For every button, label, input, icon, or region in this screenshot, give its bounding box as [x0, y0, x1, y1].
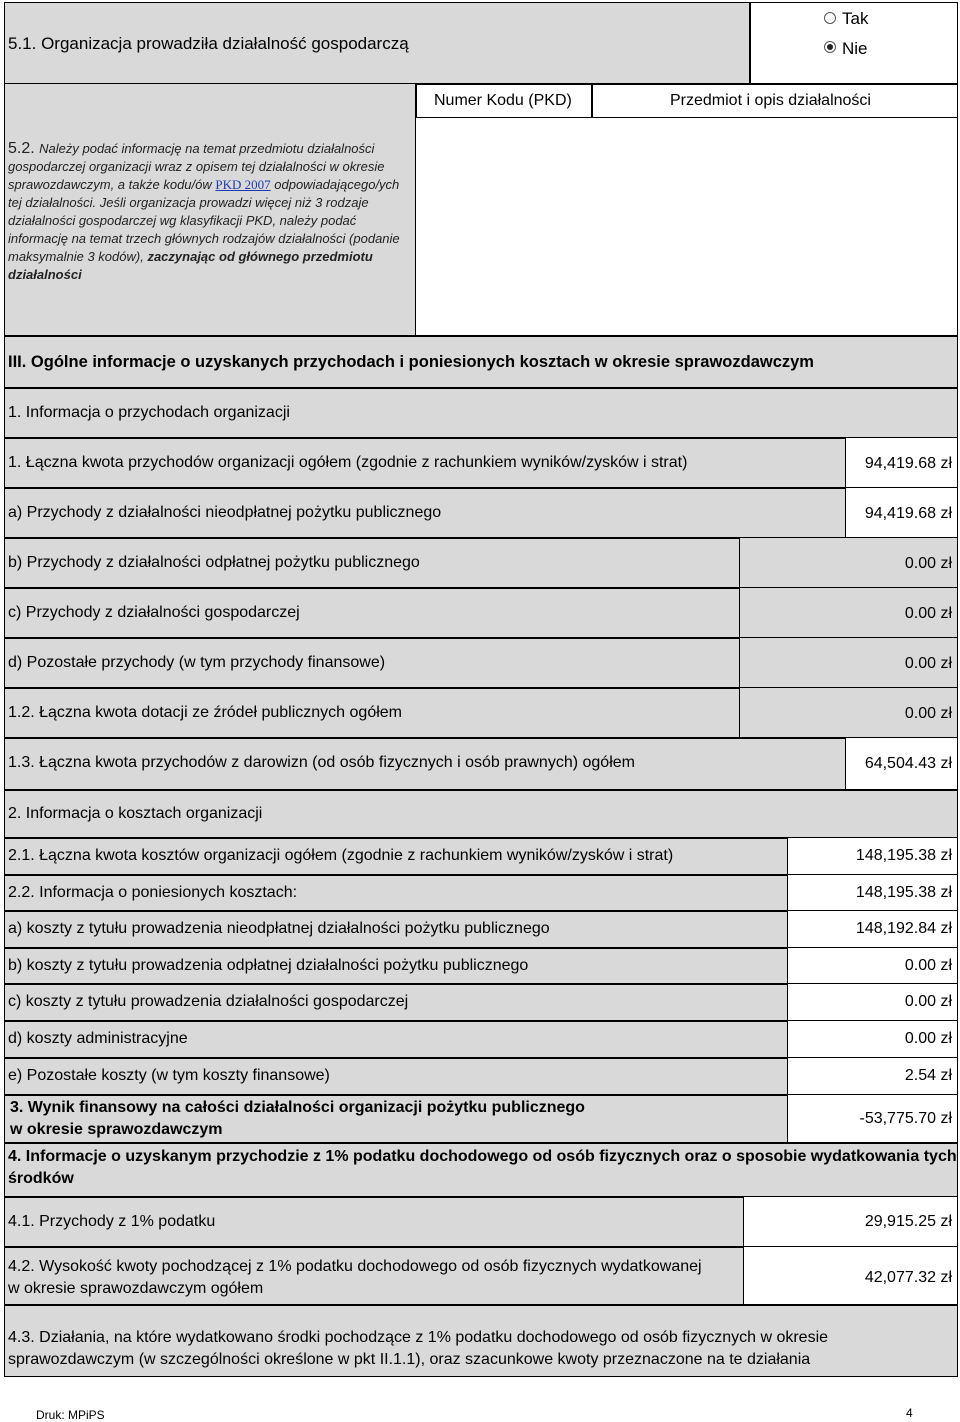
footer-page: 4	[906, 1406, 913, 1420]
cost-row-value: 148,192.84 zł	[855, 920, 952, 937]
sec52-prefix: 5.2.	[8, 140, 40, 157]
cost-row-label: e) Pozostałe koszty (w tym koszty finansowe)	[8, 1067, 330, 1084]
income-row-value: 0.00 zł	[904, 605, 952, 622]
result-value: -53,775.70 zł	[859, 1110, 952, 1127]
tax-r2-line1: 4.2. Wysokość kwoty pochodzącej z 1% podatku dochodowego od osób fizycznych wydatkowanej	[8, 1258, 702, 1275]
tax-header-line1: 4. Informacje o uzyskanym przychodzie z 1% podatku dochodowego od osób fizycznych oraz o sposobie wydatkowania tych	[8, 1148, 957, 1165]
pkd-code-header-text: Numer Kodu (PKD)	[434, 92, 572, 109]
cost-row-label: b) koszty z tytułu prowadzenia odpłatnej działalności pożytku publicznego	[8, 957, 529, 974]
tax-r2-line2: w okresie sprawozdawczym ogółem	[8, 1280, 264, 1297]
tax-header-line2: środków	[8, 1170, 74, 1187]
sec51-label: 5.1. Organizacja prowadziła działalność gospodarczą	[8, 34, 409, 53]
cost-row-value: 0.00 zł	[904, 993, 952, 1010]
result-line1: 3. Wynik finansowy na całości działalności organizacji pożytku publicznego	[10, 1099, 585, 1116]
pkd-2007-link[interactable]: PKD 2007	[215, 177, 271, 192]
section3-title: III. Ogólne informacje o uzyskanych przychodach i poniesionych kosztach w okresie sprawozdawczym	[8, 353, 814, 371]
sec52-text3: zaczynając od głównego przedmiotu działalności	[8, 249, 373, 282]
tak-label: Tak	[842, 9, 869, 28]
sec52-text2: odpowiadającego/ych tej działalności. Jeśli organizacja prowadzi więcej niż 3 rodzaje działalności gospodarczej wg klasyfikacji PKD, należy podać informację na temat trzech głównych rodzajów działalności (podanie maksymalnie 3 kodów),	[8, 177, 400, 264]
cost-row-label: d) koszty administracyjne	[8, 1030, 188, 1047]
income-row-value: 94,419.68 zł	[864, 505, 952, 522]
result-line2: w okresie sprawozdawczym	[10, 1121, 223, 1138]
income-row-label: 1.2. Łączna kwota dotacji ze źródeł publicznych ogółem	[8, 704, 402, 721]
tak-radio[interactable]	[824, 12, 836, 24]
cost-row-value: 2.54 zł	[904, 1067, 952, 1084]
income-row-value: 0.00 zł	[904, 555, 952, 572]
cost-row-label: c) koszty z tytułu prowadzenia działalności gospodarczej	[8, 993, 409, 1010]
cost-row-value: 148,195.38 zł	[855, 884, 952, 901]
income-row-label: 1.3. Łączna kwota przychodów z darowizn (od osób fizycznych i osób prawnych) ogółem	[8, 754, 635, 771]
nie-radio[interactable]	[824, 41, 836, 53]
cost-row-label: a) koszty z tytułu prowadzenia nieodpłatnej działalności pożytku publicznego	[8, 920, 550, 937]
income-row-value: 0.00 zł	[904, 655, 952, 672]
nie-label: Nie	[842, 39, 868, 58]
cost-row-label: 2.1. Łączna kwota kosztów organizacji ogółem (zgodnie z rachunkiem wyników/zysków i strat)	[8, 847, 674, 864]
tax-r3-line2: sprawozdawczym (w szczególności określone w pkt II.1.1), oraz szacunkowe kwoty przeznaczone na te działania	[8, 1351, 811, 1368]
cost-row-value: 0.00 zł	[904, 957, 952, 974]
cost-row-value: 0.00 zł	[904, 1030, 952, 1047]
income-row-value: 64,504.43 zł	[864, 755, 952, 772]
income-row-label: 1. Łączna kwota przychodów organizacji ogółem (zgodnie z rachunkiem wyników/zysków i strat)	[8, 454, 688, 471]
income-row-label: c) Przychody z działalności gospodarczej	[8, 604, 300, 621]
income-row-value: 0.00 zł	[904, 705, 952, 722]
tax-r3-line1: 4.3. Działania, na które wydatkowano środki pochodzące z 1% podatku dochodowego od osób fizycznych w okresie	[8, 1329, 829, 1346]
pkd-entry-area[interactable]	[416, 118, 958, 336]
tax-r1-label: 4.1. Przychody z 1% podatku	[8, 1213, 216, 1230]
income-row-label: a) Przychody z działalności nieodpłatnej pożytku publicznego	[8, 504, 442, 521]
income-row-value: 94,419.68 zł	[864, 455, 952, 472]
income-row-label: d) Pozostałe przychody (w tym przychody finansowe)	[8, 654, 386, 671]
sec52-instructions	[8, 140, 412, 284]
tax-r1-value: 29,915.25 zł	[864, 1213, 952, 1230]
income-header: 1. Informacja o przychodach organizacji	[8, 404, 290, 421]
footer-print: Druk: MPiPS	[36, 1408, 105, 1422]
description-header-text: Przedmiot i opis działalności	[670, 92, 871, 109]
cost-row-value: 148,195.38 zł	[855, 847, 952, 864]
cost-row-label: 2.2. Informacja o poniesionych kosztach:	[8, 884, 298, 901]
sec52-text1: Należy podać informację na temat przedmiotu działalności gospodarczej organizacji wraz z opisem tej działalności w okresie sprawozdawczym, a także kodu/ów	[8, 141, 385, 192]
costs-header: 2. Informacja o kosztach organizacji	[8, 805, 263, 822]
income-row-label: b) Przychody z działalności odpłatnej pożytku publicznego	[8, 554, 420, 571]
tax-r2-value: 42,077.32 zł	[864, 1269, 952, 1286]
